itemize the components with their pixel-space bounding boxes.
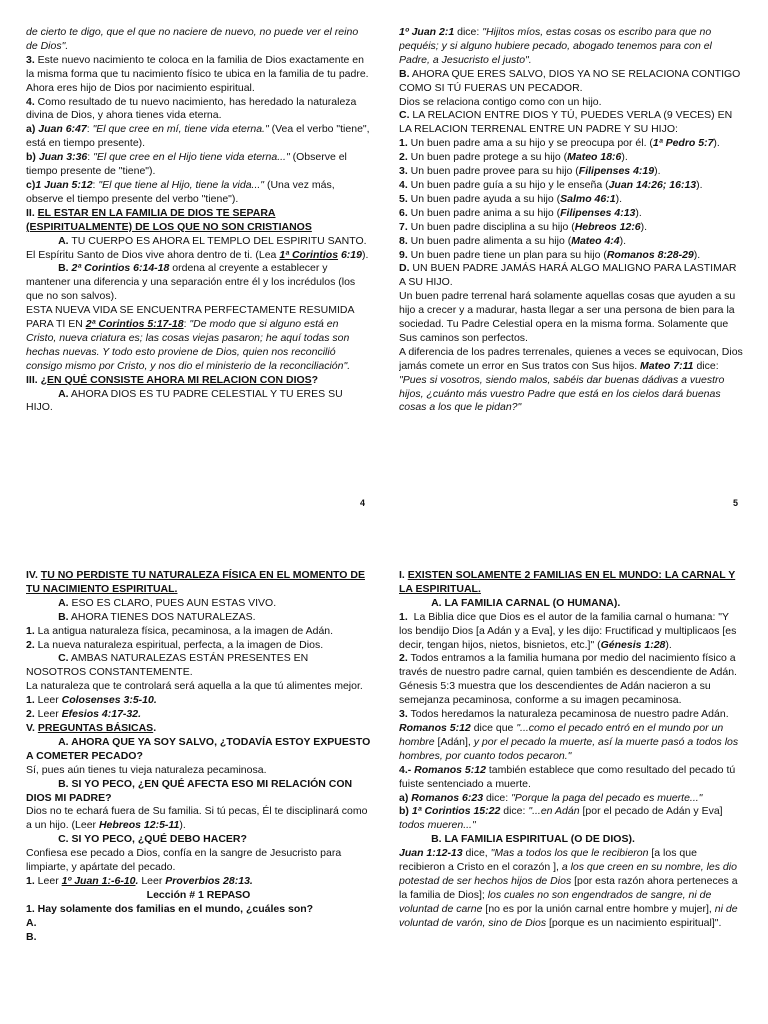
paragraph: 3. Todos heredamos la naturaleza pecaminosa de nuestro padre Adán. Romanos 5:12 dice que "...como el pecado entró en el mundo por un hombre [Adán], y por el pecado la muerte, así la muerte pasó a todos los hombres, por cuanto todos pecaron." xyxy=(399,708,739,762)
paragraph: Dios se relaciona contigo como con un hijo. xyxy=(399,95,602,108)
paragraph: ESTA NUEVA VIDA SE ENCUENTRA PERFECTAMENTE RESUMIDA PARA TI EN 2ª Corintios 5:17-18: "De modo que si alguno está en Cristo, nueva criatura es; las cosas viejas pasaron; he aquí todas son hechas nuevas. Y todo esto proviene de Dios, quien nos reconcilió consigo mismo por Cristo, y nos dio el ministerio de la reconciliación". xyxy=(26,304,354,372)
paragraph: B. AHORA QUE ERES SALVO, DIOS YA NO SE RELACIONA CONTIGO COMO SI TÚ FUERAS UN PECADOR. xyxy=(399,67,741,94)
paragraph: 3. Este nuevo nacimiento te coloca en la familia de Dios exactamente en la misma forma que tu nacimiento físico te ubica en la familia de tu padre. Ahora eres hijo de Dios por nacimiento espiritual. xyxy=(26,53,369,94)
paragraph: 5. Un buen padre ayuda a su hijo (Salmo 46:1). xyxy=(399,192,622,205)
paragraph: 2. Un buen padre protege a su hijo (Mateo 18:6). xyxy=(399,151,628,164)
paragraph: A. LA FAMILIA CARNAL (O HUMANA). xyxy=(431,596,621,609)
paragraph: II. EL ESTAR EN LA FAMILIA DE DIOS TE SEPARA (ESPIRITUALMENTE) DE LOS QUE NO SON CRISTIANOS xyxy=(26,206,312,233)
paragraph: 9. Un buen padre tiene un plan para su hijo (Romanos 8:28-29). xyxy=(399,248,701,261)
paragraph: 1. Un buen padre ama a su hijo y se preocupa por él. (1ª Pedro 5:7). xyxy=(399,137,720,150)
paragraph: B. 2ª Corintios 6:14-18 ordena al creyente a establecer y mantener una diferencia y una separación entre él y los incrédulos (los que no son salvos). xyxy=(26,262,356,303)
paragraph: 1º Juan 2:1 dice: "Hijitos míos, estas cosas os escribo para que no pequéis; y si alguno hubiere pecado, abogado tenemos para con el Padre, a Jesucristo el justo". xyxy=(399,26,712,66)
page-number-4: 4 xyxy=(360,498,366,508)
page-4-text xyxy=(26,26,371,512)
paragraph: b) Juan 3:36: "El que cree en el Hijo tiene vida eterna..." (Observe el tiempo presente de "tiene"). xyxy=(26,151,347,178)
paragraph: I. EXISTEN SOLAMENTE 2 FAMILIAS EN EL MUNDO: LA CARNAL Y LA ESPIRITUAL. xyxy=(399,569,736,595)
page-bottom-right-text xyxy=(399,569,744,1019)
paragraph: 1. Leer 1º Juan 1:-6-10. Leer Proverbios 28:13. xyxy=(26,874,253,887)
paragraph: C. SI YO PECO, ¿QUÉ DEBO HACER? xyxy=(58,833,247,846)
paragraph: 4.- Romanos 5:12 también establece que como resultado del pecado tú fuiste sentenciado a muerte. xyxy=(399,763,736,790)
paragraph: 4. Como resultado de tu nuevo nacimiento, has heredado la naturaleza divina de Dios, y ahora tienes vida eterna. xyxy=(26,95,357,122)
paragraph: "Pues si vosotros, siendo malos, sabéis dar buenas dádivas a vuestro hijos, ¿cuánto más vuestro Padre que está en los cielos dará buenas cosas a los que le pidan?" xyxy=(399,373,725,414)
paragraph: 6. Un buen padre anima a su hijo (Filipenses 4:13). xyxy=(399,206,642,219)
paragraph: c)1 Juan 5:12: "El que tiene al Hijo, tiene la vida..." (Una vez más, observe el tiempo presente del verbo "tiene"). xyxy=(26,178,335,205)
page-5-text xyxy=(399,26,744,512)
paragraph: 1. La antigua naturaleza física, pecaminosa, a la imagen de Adán. xyxy=(26,624,334,637)
paragraph: A. ESO ES CLARO, PUES AUN ESTAS VIVO. xyxy=(58,596,277,609)
paragraph: 4. Un buen padre guía a su hijo y le enseña (Juan 14:26; 16:13). xyxy=(399,178,703,191)
paragraph: Génesis 5:3 muestra que los descendientes de Adán nacieron a su semejanza pecaminosa, conforme a su imagen pecaminosa. xyxy=(399,680,711,707)
paragraph: 8. Un buen padre alimenta a su hijo (Mateo 4:4). xyxy=(399,234,627,247)
paragraph: Confiesa ese pecado a Dios, confía en la sangre de Jesucristo para limpiarte, y apártate del pecado. xyxy=(26,847,342,874)
paragraph: Juan 1:12-13 dice, "Mas a todos los que le recibieron [a los que recibieron a Cristo en el corazón ], a los que creen en su nombre, les dio potestad de ser hechos hijos de Dios [por esta razón ahora perteneces a la familia de Dios]; los cuales no son engendrados de sangre, ni de voluntad de carne [no es por la unión carnal entre hombre y mujer], ni de voluntad de varón, sino de Dios [porque es un nacimiento espiritual]". xyxy=(399,847,738,929)
paragraph: Lección # 1 REPASO xyxy=(146,888,251,901)
paragraph: 3. Un buen padre provee para su hijo (Filipenses 4:19). xyxy=(399,165,661,178)
paragraph: III. ¿EN QUÉ CONSISTE AHORA MI RELACION CON DIOS? xyxy=(26,373,319,386)
paragraph: 1. La Biblia dice que Dios es el autor de la familia carnal o humana: "Y los bendijo Dios [a Adán y a Eva], y les dijo: Fructificad y multiplicaos [es decir, tengan hijos, nietos, bisnietos, etc.]" (Génesis 1:28). xyxy=(399,610,737,651)
paragraph: Sí, pues aún tienes tu vieja naturaleza pecaminosa. xyxy=(26,763,267,776)
paragraph: IV. TU NO PERDISTE TU NATURALEZA FÍSICA EN EL MOMENTO DE TU NACIMIENTO ESPIRITUAL. xyxy=(26,569,365,595)
paragraph: 1. Leer Colosenses 3:5-10. xyxy=(26,694,157,707)
paragraph: A. AHORA DIOS ES TU PADRE CELESTIAL Y TU ERES SU HIJO. xyxy=(26,387,343,414)
paragraph: B. LA FAMILIA ESPIRITUAL (O DE DIOS). xyxy=(431,833,635,846)
paragraph: V. PREGUNTAS BÁSICAS. xyxy=(26,721,157,734)
paragraph: Un buen padre terrenal hará solamente aquellas cosas que ayuden a su hijo a crecer y a madurar, hasta llegar a ser una persona de bien para la sociedad. Tu Padre Celestial opera en la misma forma. Solamente que Sus caminos son perfectos. xyxy=(399,290,736,344)
paragraph: 1. Hay solamente dos familias en el mundo, ¿cuáles son? xyxy=(26,902,314,915)
paragraph: Dios no te echará fuera de Su familia. Si tú pecas, Él te disciplinará como a un hijo. (Leer Hebreos 12:5-11). xyxy=(26,805,368,832)
paragraph: B. SI YO PECO, ¿EN QUÉ AFECTA ESO MI RELACIÓN CON DIOS MI PADRE? xyxy=(26,777,353,804)
paragraph: A diferencia de los padres terrenales, quienes a veces se equivocan, Dios jamás comete un error en Sus tratos con Sus hijos. Mateo 7:11 dice: xyxy=(399,345,743,372)
paragraph: C. AMBAS NATURALEZAS ESTÁN PRESENTES EN NOSOTROS CONSTANTEMENTE. xyxy=(26,652,309,679)
paragraph: 7. Un buen padre disciplina a su hijo (Hebreos 12:6). xyxy=(399,220,648,233)
paragraph: 2. La nueva naturaleza espiritual, perfecta, a la imagen de Dios. xyxy=(26,638,324,651)
paragraph: A. AHORA QUE YA SOY SALVO, ¿TODAVÍA ESTOY EXPUESTO A COMETER PECADO? xyxy=(26,735,371,762)
page-bottom-left-text xyxy=(26,569,371,1019)
paragraph: 2. Leer Efesios 4:17-32. xyxy=(26,708,142,721)
paragraph: A. TU CUERPO ES AHORA EL TEMPLO DEL ESPIRITU SANTO. El Espíritu Santo de Dios vive ahora dentro de ti. (Lea 1ª Corintios 6:19). xyxy=(26,234,369,261)
paragraph: B. AHORA TIENES DOS NATURALEZAS. xyxy=(58,610,256,623)
paragraph: de cierto te digo, que el que no naciere de nuevo, no puede ver el reino de Dios". xyxy=(26,26,359,52)
paragraph: 2. Todos entramos a la familia humana por medio del nacimiento físico a través de nuestro padre carnal, quien también es descendiente de Adán. xyxy=(399,652,737,679)
paragraph: D. UN BUEN PADRE JAMÁS HARÁ ALGO MALIGNO PARA LASTIMAR A SU HIJO. xyxy=(399,262,737,289)
paragraph: a) Juan 6:47: "El que cree en mí, tiene vida eterna." (Vea el verbo "tiene", está en tiempo presente). xyxy=(26,123,370,150)
paragraph: La naturaleza que te controlará será aquella a la que tú alimentes mejor. xyxy=(26,680,363,693)
paragraph: b) 1ª Corintios 15:22 dice: "...en Adán [por el pecado de Adán y Eva] todos mueren..." xyxy=(399,805,723,832)
paragraph: a) Romanos 6:23 dice: "Porque la paga del pecado es muerte..." xyxy=(399,791,703,804)
paragraph: A. xyxy=(26,916,37,929)
page-number-5: 5 xyxy=(733,498,739,508)
paragraph: C. LA RELACION ENTRE DIOS Y TÚ, PUEDES VERLA (9 VECES) EN LA RELACION TERRENAL ENTRE UN PADRE Y SU HIJO: xyxy=(399,109,733,136)
paragraph: B. xyxy=(26,930,37,943)
